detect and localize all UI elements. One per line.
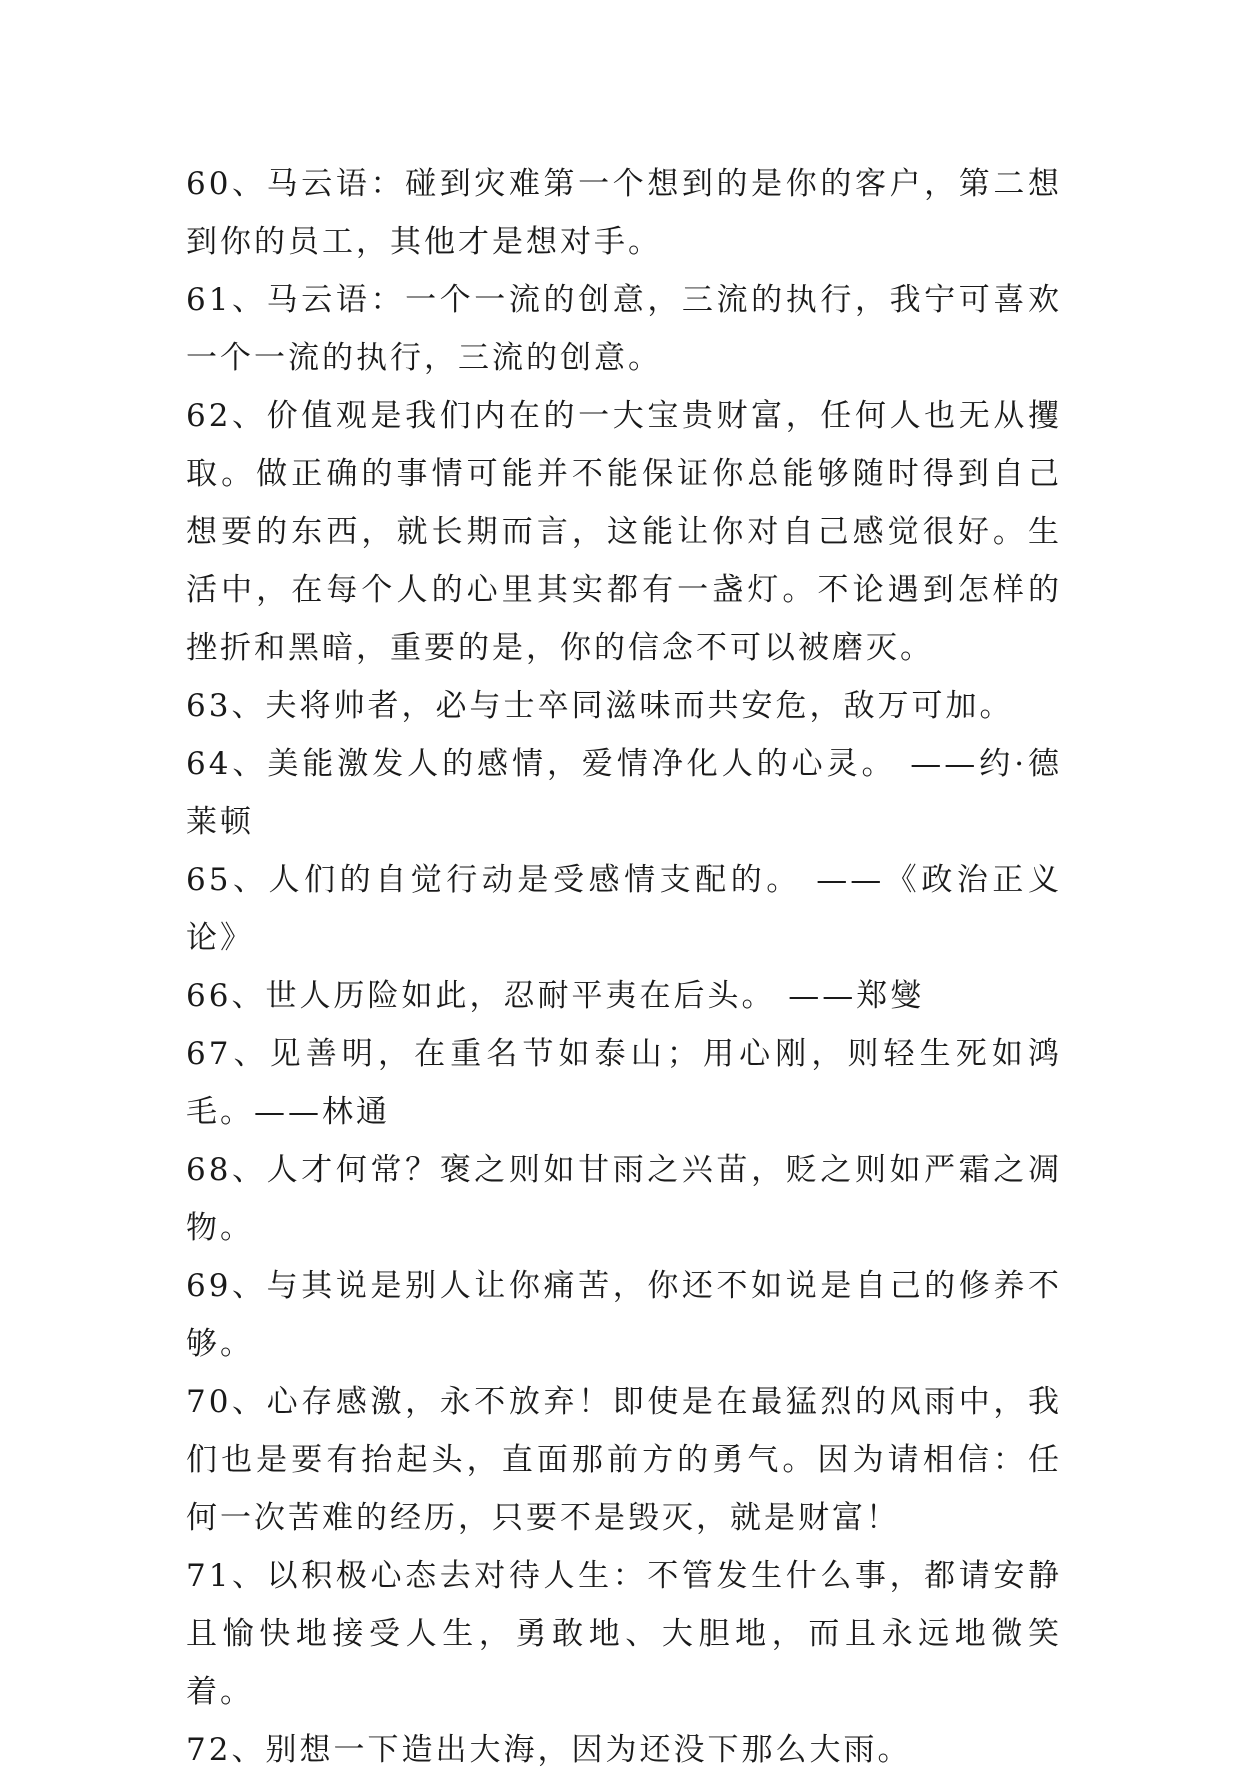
quote-paragraph-70: 70、心存感激，永不放弃！即使是在最猛烈的风雨中，我们也是要有抬起头，直面那前方的勇气。因为请相信：任何一次苦难的经历，只要不是毁灭，就是财富！ bbox=[186, 1384, 1062, 1536]
quote-paragraph-61: 61、马云语：一个一流的创意，三流的执行，我宁可喜欢一个一流的执行，三流的创意。 bbox=[186, 282, 1062, 376]
document-body bbox=[186, 155, 1062, 1779]
quote-paragraph-71: 71、以积极心态去对待人生：不管发生什么事，都请安静且愉快地接受人生，勇敢地、大胆地，而且永远地微笑着。 bbox=[186, 1558, 1062, 1710]
quote-paragraph-68: 68、人才何常？褒之则如甘雨之兴苗，贬之则如严霜之凋物。 bbox=[186, 1152, 1062, 1246]
quote-paragraph-64: 64、美能激发人的感情，爱情净化人的心灵。 ——约·德莱顿 bbox=[186, 746, 1062, 840]
quote-paragraph-62: 62、价值观是我们内在的一大宝贵财富，任何人也无从攫取。做正确的事情可能并不能保证你总能够随时得到自己想要的东西，就长期而言，这能让你对自己感觉很好。生活中，在每个人的心里其实都有一盏灯。不论遇到怎样的挫折和黑暗，重要的是，你的信念不可以被磨灭。 bbox=[186, 398, 1062, 666]
quote-paragraph-63: 63、夫将帅者，必与士卒同滋味而共安危，敌万可加。 bbox=[186, 688, 1014, 724]
quote-paragraph-60: 60、马云语：碰到灾难第一个想到的是你的客户，第二想到你的员工，其他才是想对手。 bbox=[186, 166, 1062, 260]
quote-paragraph-72: 72、别想一下造出大海，因为还没下那么大雨。 bbox=[186, 1732, 912, 1768]
quote-paragraph-65: 65、人们的自觉行动是受感情支配的。 ——《政治正义论》 bbox=[186, 862, 1062, 956]
quote-paragraph-69: 69、与其说是别人让你痛苦，你还不如说是自己的修养不够。 bbox=[186, 1268, 1062, 1362]
quote-paragraph-67: 67、见善明，在重名节如泰山；用心刚，则轻生死如鸿毛。——林通 bbox=[186, 1036, 1062, 1130]
quote-paragraph-66: 66、世人历险如此，忍耐平夷在后头。 ——郑燮 bbox=[186, 978, 925, 1014]
